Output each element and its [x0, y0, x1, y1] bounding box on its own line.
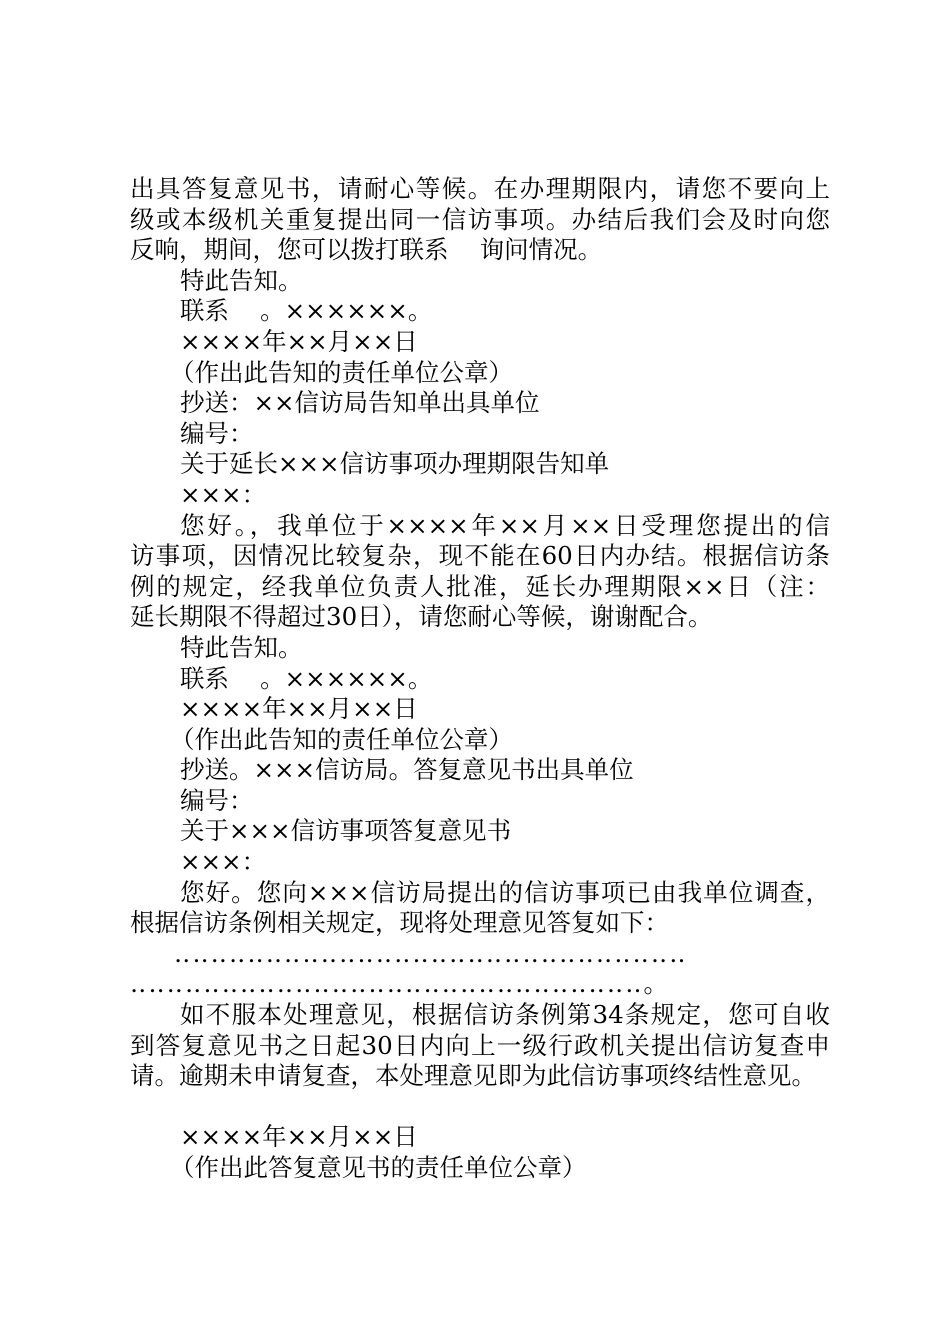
serial-number-label: 编号： [180, 418, 254, 448]
body-line: 例的规定，经我单位负责人批准，延长办理期限××日（注： [130, 571, 830, 601]
body-line: 请。逾期未申请复查，本处理意见即为此信访事项终结性意见。 [130, 1061, 816, 1091]
section-title: 关于延长×××信访事项办理期限告知单 [180, 449, 610, 479]
section-title: 关于×××信访事项答复意见书 [180, 816, 512, 846]
seal-note: （作出此告知的责任单位公章） [170, 357, 513, 387]
body-line: 级或本级机关重复提出同一信访事项。办结后我们会及时向您 [130, 204, 830, 234]
placeholder-dots: ‥‥‥‥‥‥‥‥‥‥‥‥‥‥‥‥‥‥‥‥‥‥‥‥‥‥‥‥。 [130, 969, 671, 999]
body-line: 延长期限不得超过30日），请您耐心等候，谢谢配合。 [130, 602, 713, 632]
cc-line: 抄送。×××信访局。答复意见书出具单位 [180, 755, 634, 785]
body-line: 如不服本处理意见，根据信访条例第34条规定，您可自收 [180, 1000, 830, 1030]
cc-line: 抄送：××信访局告知单出具单位 [180, 388, 540, 418]
salutation: ×××： [180, 847, 267, 877]
date-line: ××××年××月××日 [180, 326, 418, 356]
notice-closing: 特此告知。 [180, 265, 303, 295]
contact-line: 联系 。××××××。 [180, 663, 433, 693]
date-line: ××××年××月××日 [180, 1122, 418, 1152]
seal-note: （作出此告知的责任单位公章） [170, 724, 513, 754]
body-line: 出具答复意见书，请耐心等候。在办理期限内，请您不要向上 [130, 174, 830, 203]
serial-number-label: 编号： [180, 785, 254, 815]
contact-line: 联系 。××××××。 [180, 296, 433, 326]
body-line: 根据信访条例相关规定，现将处理意见答复如下： [130, 908, 669, 938]
blank-line [130, 1092, 830, 1123]
salutation: ×××： [180, 479, 267, 509]
body-line: 您好。您向×××信访局提出的信访事项已由我单位调查， [180, 877, 830, 907]
document-body [130, 174, 830, 1184]
date-line: ××××年××月××日 [180, 694, 418, 724]
notice-closing: 特此告知。 [180, 632, 303, 662]
body-line: 访事项，因情况比较复杂，现不能在60日内办结。根据信访条 [130, 541, 830, 571]
seal-note: （作出此答复意见书的责任单位公章） [170, 1153, 587, 1182]
placeholder-dots: ‥‥‥‥‥‥‥‥‥‥‥‥‥‥‥‥‥‥‥‥‥‥‥‥‥‥‥‥ [174, 938, 688, 968]
body-line: 到答复意见书之日起30日内向上一级行政机关提出信访复查申 [130, 1030, 830, 1060]
body-line: 您好。，我单位于××××年××月××日受理您提出的信 [180, 510, 830, 540]
body-line: 反响，期间，您可以拨打联系 询问情况。 [130, 235, 603, 265]
